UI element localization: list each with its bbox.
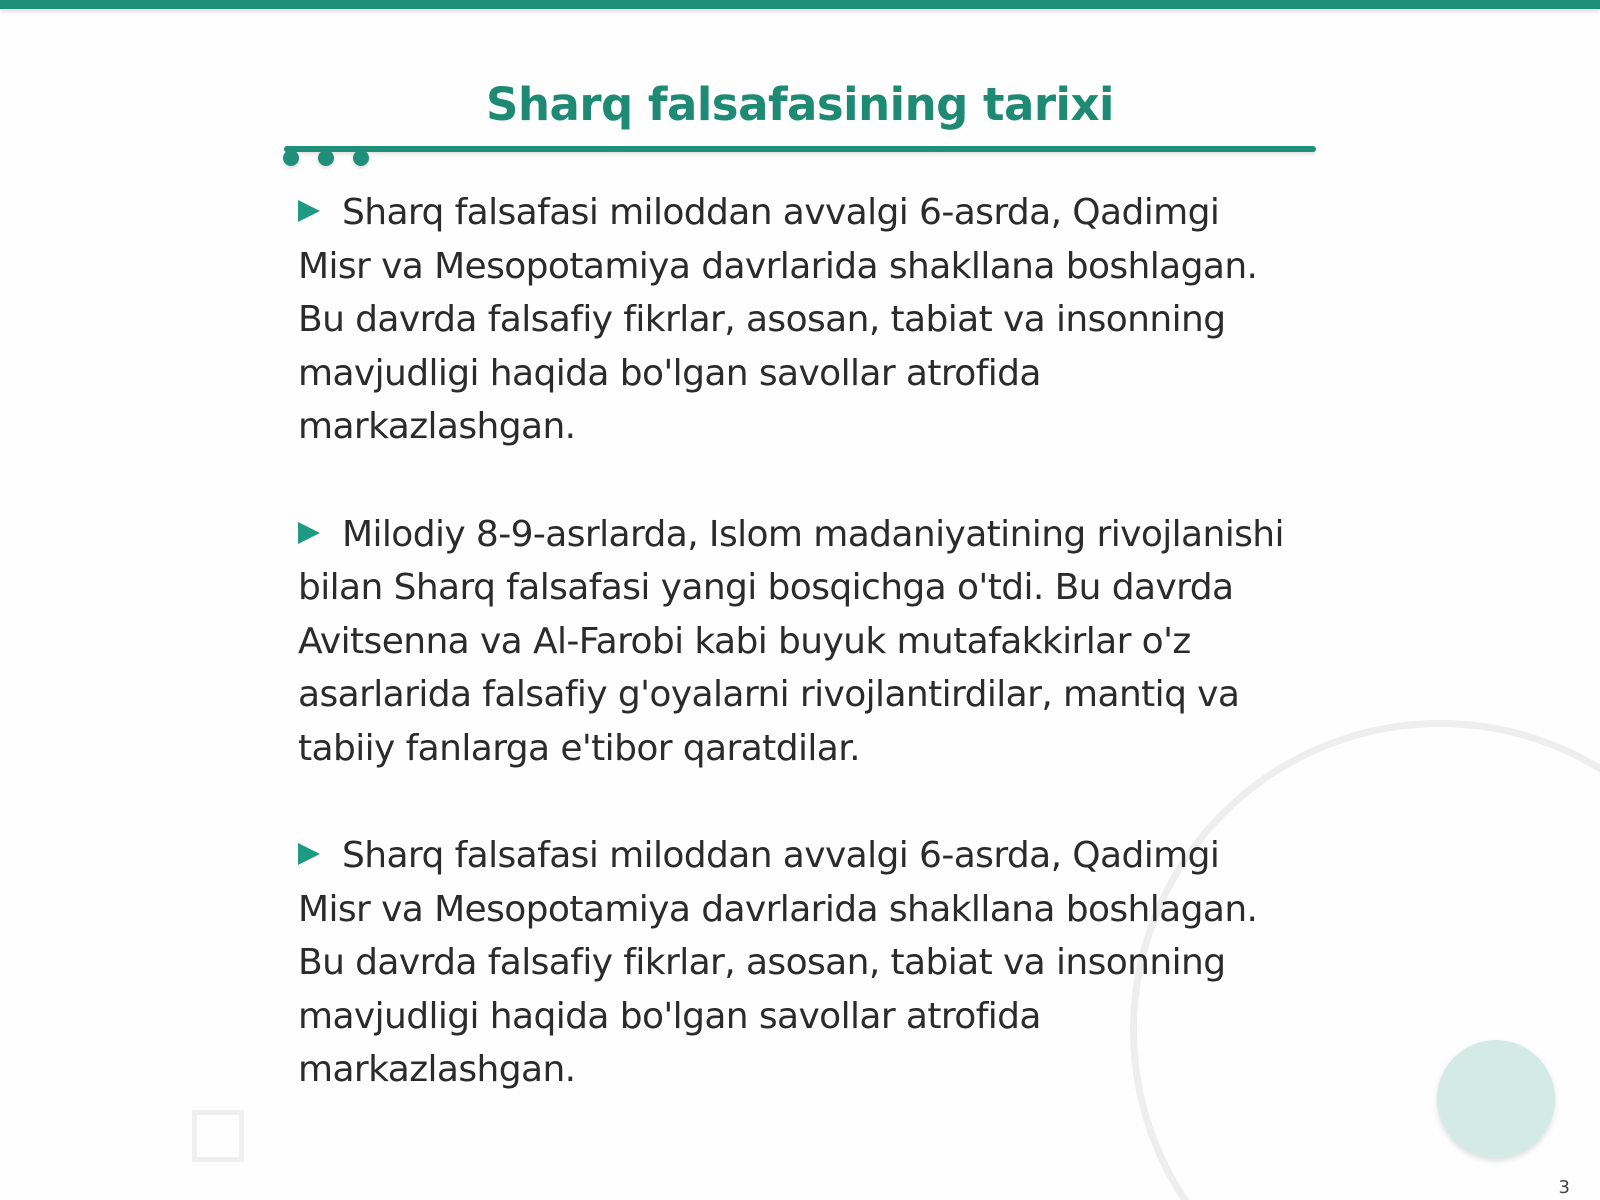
triangle-right-icon <box>298 522 320 544</box>
top-accent-bar <box>0 0 1600 9</box>
triangle-right-icon <box>298 200 320 222</box>
title-underline <box>284 146 1316 152</box>
bullet-text: Sharq falsafasi miloddan avvalgi 6-asrda, Qadimgi Misr va Mesopotamiya davrlarida shakllana boshlagan. Bu davrda falsafiy fikrlar, asosan, tabiat va insonning mavjudligi haqida bo'lgan savollar atrofida markazlashgan. <box>298 835 1258 1090</box>
bullet-text: Milodiy 8-9-asrlarda, Islom madaniyatining rivojlanishi bilan Sharq falsafasi yangi bosqichga o'tdi. Bu davrda Avitsenna va Al-Farobi kabi buyuk mutafakkirlar o'z asarlarida falsafiy g'oyalarni rivojlantirdilar, mantiq va tabiiy fanlarga e'tibor qaratdilar. <box>298 513 1284 769</box>
bullet-item <box>298 186 1298 454</box>
page-number: 3 <box>1558 1177 1570 1198</box>
underline-dot <box>283 150 299 166</box>
decorative-circle <box>1437 1040 1555 1158</box>
bullet-item <box>298 508 1298 776</box>
underline-dot <box>318 150 334 166</box>
bullet-list <box>298 186 1298 1151</box>
triangle-right-icon <box>298 843 320 865</box>
bullet-item <box>298 829 1298 1097</box>
underline-dot <box>353 150 369 166</box>
bullet-text: Sharq falsafasi miloddan avvalgi 6-asrda, Qadimgi Misr va Mesopotamiya davrlarida shakllana boshlagan. Bu davrda falsafiy fikrlar, asosan, tabiat va insonning mavjudligi haqida bo'lgan savollar atrofida markazlashgan. <box>298 192 1258 447</box>
slide-title: Sharq falsafasining tarixi <box>486 78 1114 131</box>
decorative-square <box>192 1110 244 1162</box>
